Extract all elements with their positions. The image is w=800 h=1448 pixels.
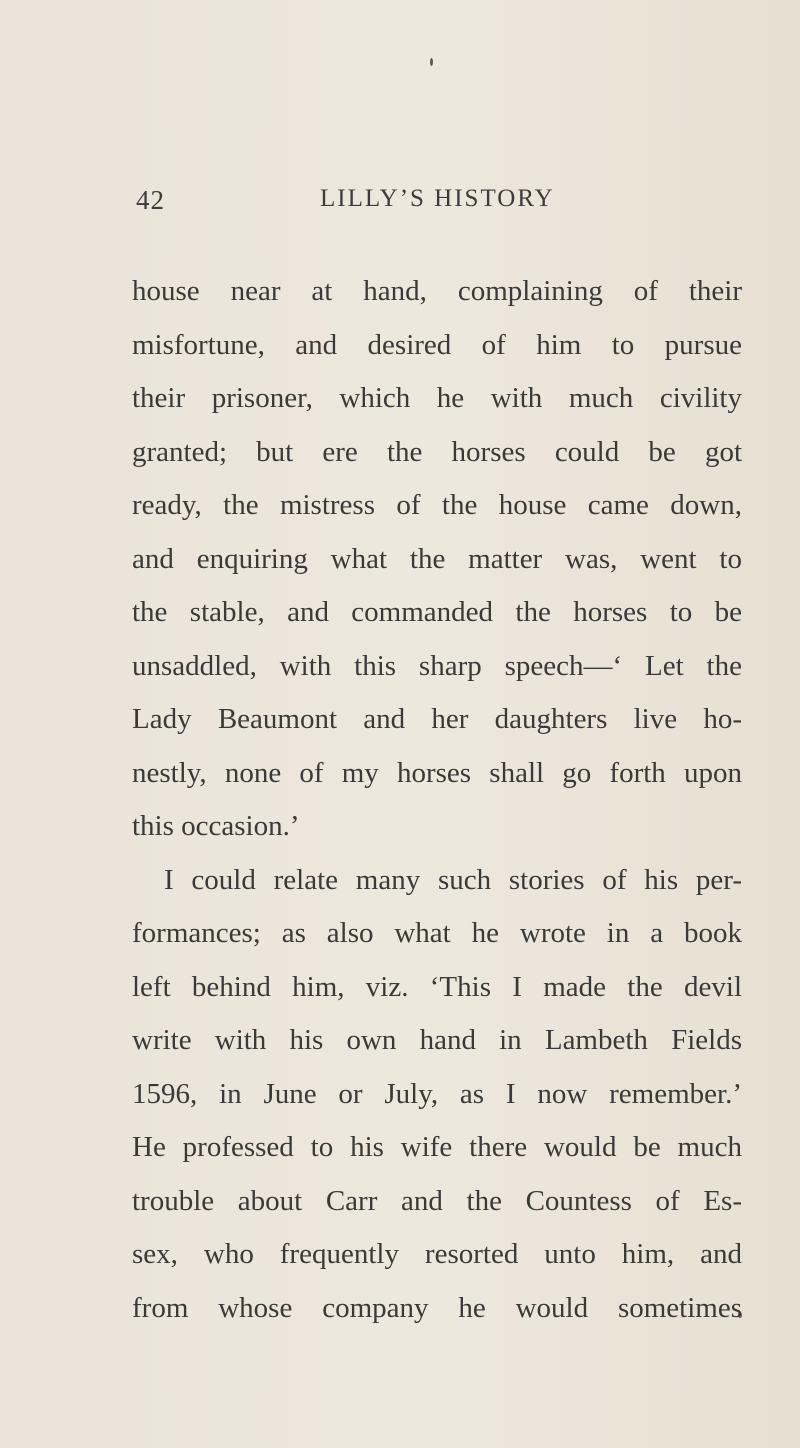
text-line: ready, the mistress of the house came down,: [132, 489, 742, 521]
ink-speck: [430, 58, 433, 66]
text-line: house near at hand, complaining of their: [132, 275, 742, 307]
page-number: 42: [136, 185, 165, 215]
text-line: granted; but ere the horses could be got: [132, 435, 742, 468]
text-line: I could relate many such stories of his per-: [164, 863, 742, 896]
text-line: write with his own hand in Lambeth Fields: [132, 1024, 742, 1056]
text-line: their prisoner, which he with much civility: [132, 382, 742, 414]
text-line: formances; as also what he wrote in a book: [132, 917, 742, 949]
body-text: [132, 265, 742, 1335]
text-line: nestly, none of my horses shall go forth upon: [132, 756, 742, 789]
page-header: [136, 185, 656, 235]
text-line: from whose company he would sometimes: [132, 1291, 742, 1324]
text-line: He professed to his wife there would be much: [132, 1131, 742, 1163]
text-line: 1596, in June or July, as I now remember.’: [132, 1077, 742, 1110]
text-line: this occasion.’: [132, 810, 300, 842]
text-line: left behind him, viz. ‘This I made the devil: [132, 970, 742, 1003]
text-line: unsaddled, with this sharp speech—‘ Let the: [132, 649, 742, 682]
text-line: misfortune, and desired of him to pursue: [132, 328, 742, 361]
text-line: the stable, and commanded the horses to be: [132, 596, 742, 628]
text-line: sex, who frequently resorted unto him, and: [132, 1238, 742, 1270]
text-line: Lady Beaumont and her daughters live ho-: [132, 703, 742, 735]
running-title: LILLY’S HISTORY: [320, 185, 555, 212]
text-line: and enquiring what the matter was, went to: [132, 542, 742, 575]
text-line: trouble about Carr and the Countess of Es-: [132, 1184, 742, 1217]
